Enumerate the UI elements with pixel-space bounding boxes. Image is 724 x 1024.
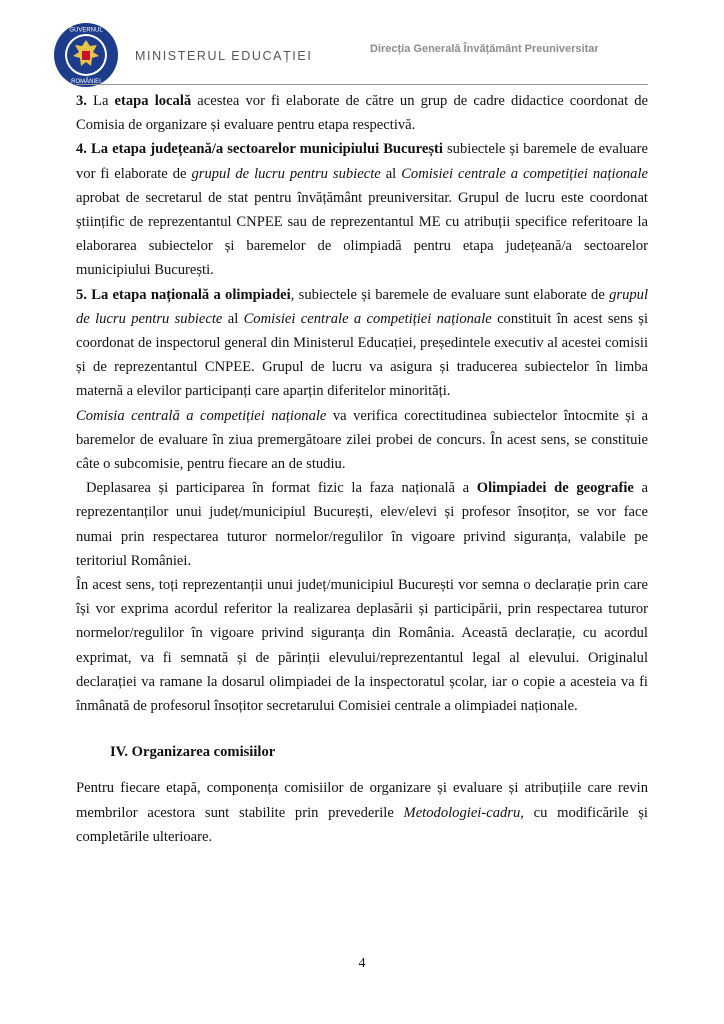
page-header <box>0 0 724 92</box>
ministry-name: MINISTERUL EDUCAȚIEI <box>135 49 313 63</box>
paragraph-4: 4. La etapa județeană/a sectoarelor municipiului București subiectele și baremele de evaluare vor fi elaborate de grupul de lucru pentru subiecte al Comisiei centrale a competiției naționale aprobat de secretarul de stat pentru învățământ preuniversitar. Grupul de lucru este coordonat științific de reprezentantul CNPEE sau de reprezentantul ME cu atribuții specifice referitoare la elaborarea subiectelor și baremelor de olimpiadă pentru etapa județeană/a sectoarelor municipiului București. <box>76 141 648 279</box>
paragraph-3: 3. La etapa locală acestea vor fi elaborate de către un grup de cadre didactice coordonat de Comisia de organizare și evaluare pentru etapa respectivă. <box>76 93 648 134</box>
section-title: IV. Organizarea comisiilor <box>110 744 276 761</box>
paragraph-travel: Deplasarea și participarea în format fizic la faza națională a Olimpiadei de geografie a reprezentanților unui județ/municipiul București, elev/elevi și profesor însoțitor, se vor face numai prin respectarea tuturor normelor/regulilor în vigoare privind siguranța, valabile pe teritoriul României. <box>76 480 648 569</box>
paragraph-verification: Comisia centrală a competiției naționale va verifica corectitudinea subiectelor întocmite și a baremelor de evaluare în ziua premergătoare zilei probei de concurs. În acest sens, se constituie câte o subcomisie, pentru fiecare an de studiu. <box>76 407 648 473</box>
government-seal-logo <box>53 22 119 88</box>
document-body <box>76 89 648 849</box>
svg-text:ROMÂNIEI: ROMÂNIEI <box>71 79 101 85</box>
direction-title: Direcția Generală Învățământ Preuniversitar <box>370 43 599 55</box>
page-number: 4 <box>358 956 366 971</box>
paragraph-5: 5. La etapa națională a olimpiadei, subiectele și baremele de evaluare sunt elaborate de grupul de lucru pentru subiecte al Comisiei centrale a competiției naționale constituit în acest sens și coordonat de inspectorul general din Ministerul Educației, președintele executiv al acestei comisii și de reprezentantul CNPEE. Grupul de lucru va asigura și traducerea subiectelor în limba maternă a elevilor participanți care aparțin diferitelor minorități. <box>76 286 649 400</box>
paragraph-organization: Pentru fiecare etapă, componența comisiilor de organizare și evaluare și atribuțiile care revin membrilor acestora sunt stabilite prin prevederile Metodologiei-cadru, cu modificările și completările ulterioare. <box>76 780 648 845</box>
header-divider <box>76 84 648 85</box>
paragraph-declaration: În acest sens, toți reprezentanții unui județ/municipiul București vor semna o declarație prin care își vor exprima acordul referitor la realizarea deplasării și participării, prin respectarea tuturor normelor/regulilor în vigoare privind siguranța din România. Această declarație, cu acordul exprimat, va fi semnată și de părinții elevului/reprezentantul legal al elevului. Originalul declarației va ramane la dosarul olimpiadei de la inspectoratul școlar, iar o copie a acesteia va fi înmânată de profesorul însoțitor secretarului Comisiei centrale a olimpiadei naționale. <box>76 577 648 715</box>
svg-text:GUVERNUL: GUVERNUL <box>69 27 103 34</box>
